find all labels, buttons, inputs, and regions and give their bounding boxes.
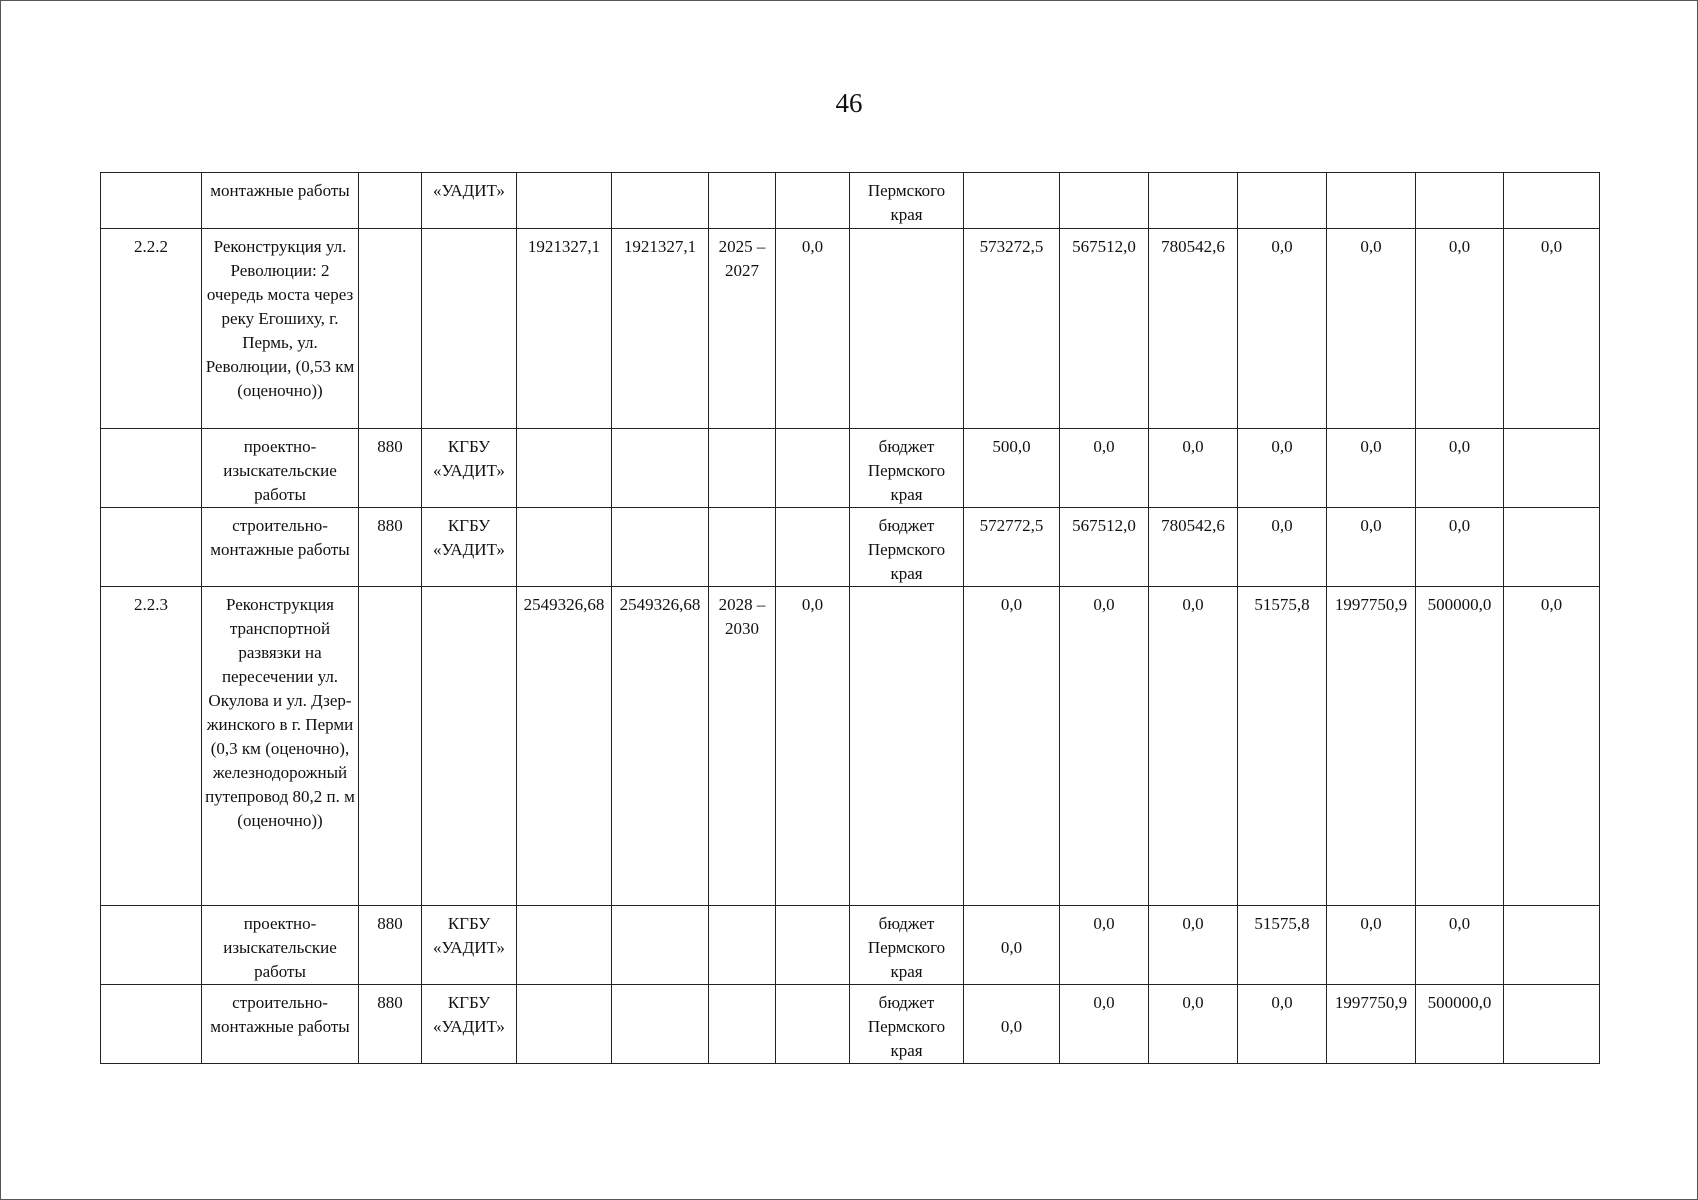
cell-year-6: 0,0 <box>1416 508 1504 587</box>
cell-year-7 <box>1504 429 1600 508</box>
cell-year-3: 0,0 <box>1149 429 1238 508</box>
table-row <box>101 173 1600 229</box>
cell-org <box>422 587 517 906</box>
cell-year-5: 0,0 <box>1327 906 1416 985</box>
cell-prior <box>776 985 850 1064</box>
table-row <box>101 587 1600 906</box>
cell-year-4: 0,0 <box>1238 985 1327 1064</box>
cell-year-6: 0,0 <box>1416 429 1504 508</box>
cell-year-3: 780542,6 <box>1149 229 1238 429</box>
cell-period <box>709 173 776 229</box>
cell-org: «УАДИТ» <box>422 173 517 229</box>
cell-year-2: 0,0 <box>1060 906 1149 985</box>
cell-prior: 0,0 <box>776 229 850 429</box>
cell-source: бюджет Пермского края <box>850 508 964 587</box>
cell-num <box>101 906 202 985</box>
cell-year-4: 51575,8 <box>1238 906 1327 985</box>
cell-year-7 <box>1504 906 1600 985</box>
cell-year-3: 0,0 <box>1149 906 1238 985</box>
cell-num <box>101 508 202 587</box>
cell-name: Реконструкция ул. Революции: 2 очередь моста через реку Егошиху, г. Пермь, ул. Революции, (0,53 км (оценочно)) <box>202 229 359 429</box>
cell-source <box>850 587 964 906</box>
cell-num <box>101 429 202 508</box>
cell-year-4: 0,0 <box>1238 429 1327 508</box>
cell-source: бюджет Пермского края <box>850 429 964 508</box>
cell-year-1: 572772,5 <box>964 508 1060 587</box>
cell-year-6: 0,0 <box>1416 229 1504 429</box>
cell-org: КГБУ «УАДИТ» <box>422 429 517 508</box>
cell-org: КГБУ «УАДИТ» <box>422 508 517 587</box>
cell-year-1: 0,0 <box>964 906 1060 985</box>
table-row <box>101 906 1600 985</box>
cell-year-2: 0,0 <box>1060 587 1149 906</box>
table-body <box>101 173 1600 1064</box>
cell-name: проектно- изыскательские работы <box>202 906 359 985</box>
cell-year-7: 0,0 <box>1504 587 1600 906</box>
cell-source: Пермского края <box>850 173 964 229</box>
cell-year-3: 0,0 <box>1149 985 1238 1064</box>
cell-num <box>101 985 202 1064</box>
cell-year-2: 567512,0 <box>1060 229 1149 429</box>
cell-year-4 <box>1238 173 1327 229</box>
cell-year-6 <box>1416 173 1504 229</box>
cell-name: строительно- монтажные работы <box>202 985 359 1064</box>
cell-name: проектно- изыскательские работы <box>202 429 359 508</box>
cell-cost-total <box>517 429 612 508</box>
cell-code <box>359 229 422 429</box>
cell-year-2 <box>1060 173 1149 229</box>
cell-cost-total: 1921327,1 <box>517 229 612 429</box>
cell-org <box>422 229 517 429</box>
cell-year-1: 573272,5 <box>964 229 1060 429</box>
table-row <box>101 429 1600 508</box>
cell-cost-budget <box>612 906 709 985</box>
cell-year-5: 0,0 <box>1327 429 1416 508</box>
cell-prior <box>776 508 850 587</box>
cell-num: 2.2.2 <box>101 229 202 429</box>
cell-cost-total <box>517 173 612 229</box>
table-row <box>101 985 1600 1064</box>
cell-year-6: 500000,0 <box>1416 985 1504 1064</box>
cell-source <box>850 229 964 429</box>
cell-prior <box>776 429 850 508</box>
cell-year-1: 0,0 <box>964 587 1060 906</box>
cell-cost-budget: 1921327,1 <box>612 229 709 429</box>
cell-year-1: 500,0 <box>964 429 1060 508</box>
cell-num: 2.2.3 <box>101 587 202 906</box>
cell-year-5: 1997750,9 <box>1327 985 1416 1064</box>
cell-year-6: 0,0 <box>1416 906 1504 985</box>
cell-source: бюджет Пермского края <box>850 985 964 1064</box>
cell-cost-total <box>517 906 612 985</box>
cell-year-2: 0,0 <box>1060 429 1149 508</box>
cell-period <box>709 429 776 508</box>
cell-period <box>709 508 776 587</box>
cell-year-7 <box>1504 173 1600 229</box>
cell-cost-budget: 2549326,68 <box>612 587 709 906</box>
cell-year-3: 0,0 <box>1149 587 1238 906</box>
cell-code: 880 <box>359 429 422 508</box>
cell-cost-total: 2549326,68 <box>517 587 612 906</box>
cell-code: 880 <box>359 906 422 985</box>
cell-cost-budget <box>612 429 709 508</box>
cell-name: монтажные работы <box>202 173 359 229</box>
table-row <box>101 229 1600 429</box>
cell-year-7 <box>1504 508 1600 587</box>
cell-year-4: 0,0 <box>1238 508 1327 587</box>
cell-year-6: 500000,0 <box>1416 587 1504 906</box>
cell-cost-budget <box>612 173 709 229</box>
cell-year-3: 780542,6 <box>1149 508 1238 587</box>
budget-table <box>100 172 1600 1064</box>
cell-year-5 <box>1327 173 1416 229</box>
cell-period: 2028 – 2030 <box>709 587 776 906</box>
cell-year-1: 0,0 <box>964 985 1060 1064</box>
cell-prior: 0,0 <box>776 587 850 906</box>
cell-code: 880 <box>359 985 422 1064</box>
cell-period <box>709 985 776 1064</box>
cell-code <box>359 173 422 229</box>
cell-cost-budget <box>612 985 709 1064</box>
cell-year-2: 567512,0 <box>1060 508 1149 587</box>
cell-code <box>359 587 422 906</box>
cell-org: КГБУ «УАДИТ» <box>422 906 517 985</box>
cell-source: бюджет Пермского края <box>850 906 964 985</box>
cell-org: КГБУ «УАДИТ» <box>422 985 517 1064</box>
cell-cost-total <box>517 985 612 1064</box>
cell-name: Реконструкция транспортной развязки на пересечении ул. Окулова и ул. Дзер- жинского в г. Перми (0,3 км (оценочно), железнодорожный путепровод 80,2 п. м (оценочно)) <box>202 587 359 906</box>
cell-year-5: 0,0 <box>1327 229 1416 429</box>
cell-num <box>101 173 202 229</box>
table-row <box>101 508 1600 587</box>
cell-period: 2025 – 2027 <box>709 229 776 429</box>
cell-cost-total <box>517 508 612 587</box>
cell-year-2: 0,0 <box>1060 985 1149 1064</box>
cell-year-7 <box>1504 985 1600 1064</box>
cell-year-3 <box>1149 173 1238 229</box>
cell-year-5: 1997750,9 <box>1327 587 1416 906</box>
cell-year-7: 0,0 <box>1504 229 1600 429</box>
cell-prior <box>776 906 850 985</box>
cell-year-4: 0,0 <box>1238 229 1327 429</box>
cell-year-1 <box>964 173 1060 229</box>
cell-code: 880 <box>359 508 422 587</box>
cell-year-5: 0,0 <box>1327 508 1416 587</box>
cell-cost-budget <box>612 508 709 587</box>
cell-prior <box>776 173 850 229</box>
cell-year-4: 51575,8 <box>1238 587 1327 906</box>
cell-name: строительно- монтажные работы <box>202 508 359 587</box>
page-number: 46 <box>835 88 863 118</box>
cell-period <box>709 906 776 985</box>
